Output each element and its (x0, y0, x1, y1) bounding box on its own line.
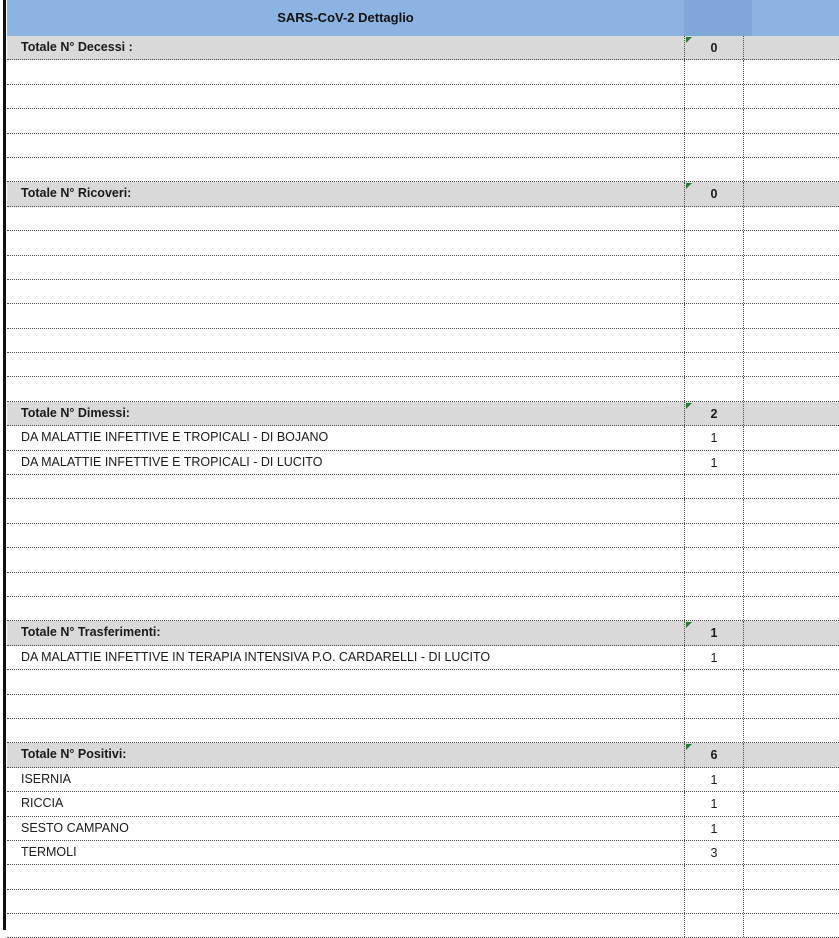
empty-cell[interactable] (744, 548, 839, 571)
empty-cell[interactable] (744, 499, 839, 522)
empty-row (7, 475, 839, 499)
empty-cell[interactable] (744, 329, 839, 352)
empty-cell[interactable] (744, 36, 839, 59)
section-label-cell[interactable]: Totale N° Trasferimenti: (21, 625, 161, 640)
empty-row (7, 865, 839, 889)
empty-row (7, 231, 839, 255)
row-label-cell[interactable]: DA MALATTIE INFETTIVE IN TERAPIA INTENSIVA P.O. CARDARELLI - DI LUCITO (21, 649, 491, 664)
empty-row (7, 109, 839, 133)
empty-cell[interactable] (744, 85, 839, 108)
empty-cell[interactable] (744, 207, 839, 230)
empty-value-cell[interactable] (684, 85, 744, 108)
empty-value-cell[interactable] (684, 256, 744, 279)
empty-label-cell[interactable] (7, 695, 684, 718)
empty-cell[interactable] (744, 231, 839, 254)
empty-value-cell[interactable] (684, 695, 744, 718)
empty-value-cell[interactable] (684, 280, 744, 303)
empty-label-cell[interactable] (7, 231, 684, 254)
empty-cell[interactable] (744, 256, 839, 279)
sheet-header (7, 0, 839, 37)
section-total-cell[interactable]: 2 (684, 402, 744, 425)
empty-cell[interactable] (744, 109, 839, 132)
row-label-cell[interactable]: SESTO CAMPANO (21, 820, 129, 835)
section-header-row (7, 402, 839, 426)
empty-row (7, 719, 839, 743)
empty-row (7, 914, 839, 938)
empty-cell[interactable] (744, 597, 839, 620)
empty-label-cell[interactable] (7, 329, 684, 352)
empty-cell[interactable] (744, 475, 839, 498)
empty-row (7, 499, 839, 523)
comment-indicator-icon (686, 37, 692, 43)
section-total-cell[interactable]: 1 (684, 621, 744, 644)
data-row (7, 817, 839, 841)
empty-row (7, 280, 839, 304)
comment-indicator-icon (686, 403, 692, 409)
empty-value-cell[interactable] (684, 914, 744, 937)
empty-value-cell[interactable] (684, 207, 744, 230)
section-label-cell[interactable]: Totale N° Dimessi: (21, 405, 130, 420)
section-header-row (7, 182, 839, 206)
empty-cell[interactable] (744, 719, 839, 742)
empty-cell[interactable] (744, 670, 839, 693)
empty-value-cell[interactable] (684, 890, 744, 913)
comment-indicator-icon (686, 744, 692, 750)
empty-label-cell[interactable] (7, 158, 684, 181)
empty-value-cell[interactable] (684, 304, 744, 327)
empty-value-cell[interactable] (684, 524, 744, 547)
empty-cell[interactable] (744, 280, 839, 303)
empty-cell[interactable] (744, 768, 839, 791)
empty-cell[interactable] (744, 865, 839, 888)
empty-label-cell[interactable] (7, 548, 684, 571)
header-value-cell[interactable] (684, 0, 752, 36)
empty-cell[interactable] (744, 304, 839, 327)
empty-value-cell[interactable] (684, 670, 744, 693)
data-row (7, 792, 839, 816)
empty-label-cell[interactable] (7, 304, 684, 327)
empty-cell[interactable] (744, 377, 839, 400)
empty-label-cell[interactable] (7, 280, 684, 303)
empty-cell[interactable] (744, 621, 839, 644)
row-label-cell[interactable]: RICCIA (21, 796, 64, 811)
data-row (7, 451, 839, 475)
empty-label-cell[interactable] (7, 377, 684, 400)
empty-row (7, 85, 839, 109)
empty-value-cell[interactable] (684, 475, 744, 498)
section-total-cell[interactable]: 6 (684, 743, 744, 766)
empty-row (7, 60, 839, 84)
data-row (7, 841, 839, 865)
empty-row (7, 304, 839, 328)
empty-label-cell[interactable] (7, 573, 684, 596)
empty-value-cell[interactable] (684, 158, 744, 181)
empty-cell[interactable] (744, 426, 839, 449)
empty-cell[interactable] (744, 890, 839, 913)
empty-cell[interactable] (744, 743, 839, 766)
row-value-cell[interactable]: 1 (684, 426, 744, 449)
empty-label-cell[interactable] (7, 914, 684, 937)
empty-label-cell[interactable] (7, 597, 684, 620)
row-value-cell[interactable]: 1 (684, 646, 744, 669)
empty-value-cell[interactable] (684, 377, 744, 400)
empty-row (7, 573, 839, 597)
empty-value-cell[interactable] (684, 134, 744, 157)
empty-cell[interactable] (744, 158, 839, 181)
empty-label-cell[interactable] (7, 890, 684, 913)
empty-row (7, 329, 839, 353)
empty-value-cell[interactable] (684, 329, 744, 352)
empty-value-cell[interactable] (684, 719, 744, 742)
row-value-cell[interactable]: 1 (684, 768, 744, 791)
empty-cell[interactable] (744, 573, 839, 596)
empty-row (7, 353, 839, 377)
section-header-row (7, 743, 839, 767)
empty-row (7, 134, 839, 158)
empty-value-cell[interactable] (684, 865, 744, 888)
empty-cell[interactable] (744, 695, 839, 718)
empty-label-cell[interactable] (7, 134, 684, 157)
section-total-cell[interactable]: 0 (684, 182, 744, 205)
row-label-cell[interactable]: DA MALATTIE INFETTIVE E TROPICALI - DI BOJANO (21, 430, 329, 445)
empty-cell[interactable] (744, 817, 839, 840)
section-total-cell[interactable]: 0 (684, 36, 744, 59)
empty-value-cell[interactable] (684, 597, 744, 620)
empty-row (7, 597, 839, 621)
section-header-row (7, 621, 839, 645)
section-header-row (7, 36, 839, 60)
empty-label-cell[interactable] (7, 256, 684, 279)
empty-label-cell[interactable] (7, 207, 684, 230)
empty-row (7, 670, 839, 694)
data-row (7, 646, 839, 670)
data-row (7, 426, 839, 450)
empty-row (7, 158, 839, 182)
empty-value-cell[interactable] (684, 499, 744, 522)
row-value-cell[interactable]: 1 (684, 451, 744, 474)
empty-value-cell[interactable] (684, 60, 744, 83)
empty-label-cell[interactable] (7, 499, 684, 522)
row-value-cell[interactable]: 1 (684, 792, 744, 815)
empty-label-cell[interactable] (7, 353, 684, 376)
empty-label-cell[interactable] (7, 719, 684, 742)
comment-indicator-icon (686, 183, 692, 189)
empty-cell[interactable] (744, 353, 839, 376)
empty-value-cell[interactable] (684, 353, 744, 376)
empty-cell[interactable] (744, 451, 839, 474)
empty-row (7, 695, 839, 719)
empty-label-cell[interactable] (7, 865, 684, 888)
empty-value-cell[interactable] (684, 231, 744, 254)
empty-label-cell[interactable] (7, 670, 684, 693)
empty-value-cell[interactable] (684, 548, 744, 571)
data-row (7, 768, 839, 792)
empty-cell[interactable] (744, 134, 839, 157)
empty-row (7, 256, 839, 280)
row-label-cell[interactable]: TERMOLI (21, 844, 77, 859)
empty-cell[interactable] (744, 841, 839, 864)
sheet-title: SARS-CoV-2 Dettaglio (277, 10, 414, 25)
section-label-cell[interactable]: Totale N° Positivi: (21, 747, 127, 762)
empty-row (7, 890, 839, 914)
empty-label-cell[interactable] (7, 60, 684, 83)
empty-cell[interactable] (744, 60, 839, 83)
empty-cell[interactable] (744, 792, 839, 815)
empty-label-cell[interactable] (7, 524, 684, 547)
section-label-cell[interactable]: Totale N° Decessi : (21, 40, 133, 54)
row-value-cell[interactable]: 1 (684, 817, 744, 840)
row-label-cell[interactable]: DA MALATTIE INFETTIVE E TROPICALI - DI LUCITO (21, 454, 323, 469)
comment-indicator-icon (686, 622, 692, 628)
left-frame-border (0, 0, 6, 930)
empty-cell[interactable] (744, 646, 839, 669)
empty-label-cell[interactable] (7, 109, 684, 132)
row-value-cell[interactable]: 3 (684, 841, 744, 864)
empty-cell[interactable] (744, 402, 839, 425)
empty-row (7, 524, 839, 548)
empty-row (7, 207, 839, 231)
empty-row (7, 377, 839, 401)
empty-row (7, 548, 839, 572)
empty-value-cell[interactable] (684, 109, 744, 132)
empty-label-cell[interactable] (7, 475, 684, 498)
section-label-cell[interactable]: Totale N° Ricoveri: (21, 186, 132, 201)
row-label-cell[interactable]: ISERNIA (21, 771, 72, 786)
empty-cell[interactable] (744, 524, 839, 547)
empty-value-cell[interactable] (684, 573, 744, 596)
spreadsheet-grid (7, 36, 839, 938)
empty-label-cell[interactable] (7, 85, 684, 108)
empty-cell[interactable] (744, 182, 839, 205)
empty-cell[interactable] (744, 914, 839, 937)
